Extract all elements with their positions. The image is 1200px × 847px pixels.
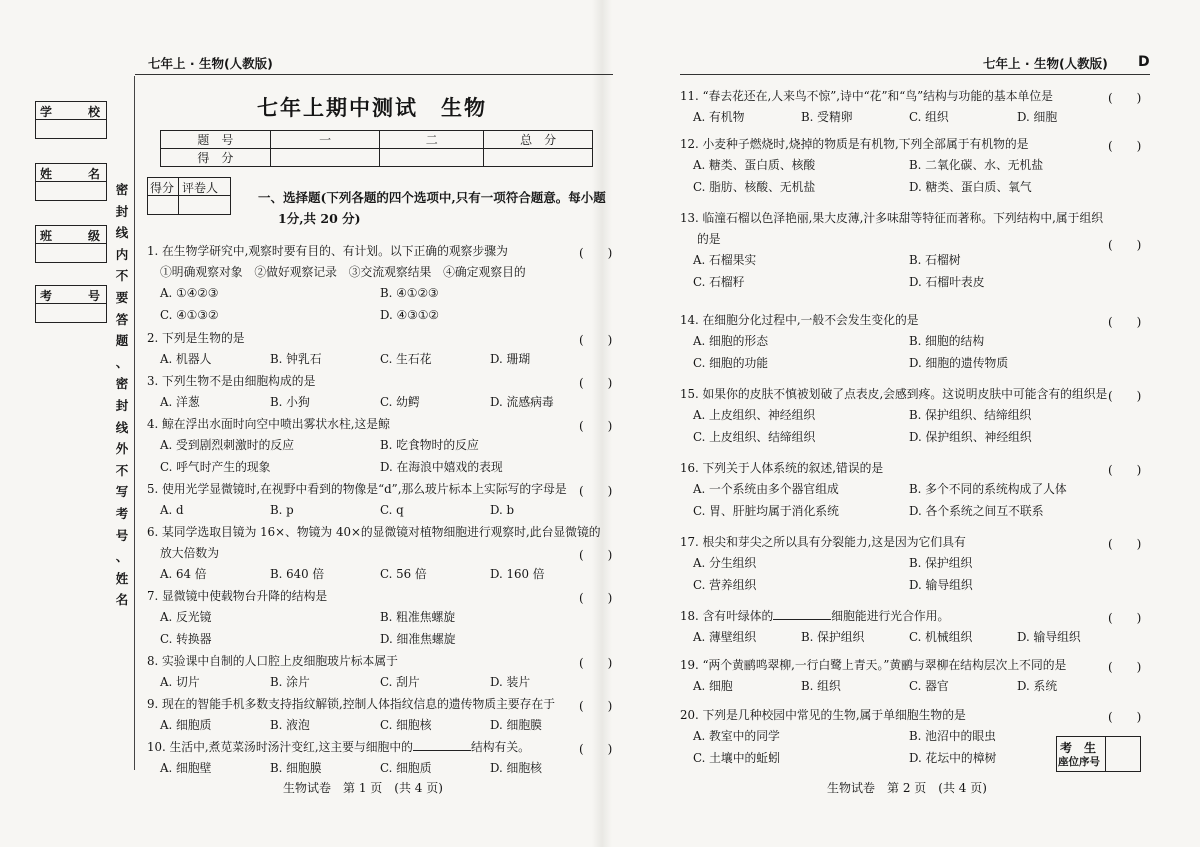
answer-option[interactable]: A. 分生组织 [693, 556, 757, 570]
question-stem-part: 10. 生活中,煮苋菜汤时汤汁变红,这主要与细胞中的 [147, 740, 413, 754]
binding-field-divider [36, 243, 106, 244]
answer-parens[interactable]: ( ) [579, 699, 613, 713]
answer-option[interactable]: A. 细胞质 [160, 718, 212, 732]
answer-option[interactable]: D. 160 倍 [490, 567, 545, 581]
seal-char: 、 [115, 549, 129, 565]
seal-char: 、 [115, 354, 129, 370]
question-stem: 7. 显微镜中使载物台升降的结构是 [147, 589, 328, 603]
answer-option[interactable]: B. 受精卵 [801, 110, 853, 124]
question-stem: 14. 在细胞分化过程中,一般不会发生变化的是 [680, 313, 919, 327]
answer-option[interactable]: D. 细胞膜 [490, 718, 542, 732]
exam-title: 七年上期中测试 生物 [257, 96, 487, 120]
seal-char: 不 [115, 462, 129, 478]
seal-char: 密 [115, 182, 129, 197]
answer-option[interactable]: B. 石榴树 [909, 253, 961, 267]
binding-field-box [35, 101, 107, 139]
question-stem-part: 细胞能进行光合作用。 [831, 609, 950, 623]
answer-option[interactable]: D. 珊瑚 [490, 352, 531, 366]
answer-option[interactable]: A. ①④②③ [160, 286, 219, 300]
score-cell-part1[interactable] [270, 149, 380, 167]
answer-option[interactable]: A. 有机物 [693, 110, 745, 124]
answer-option[interactable]: B. 吃食物时的反应 [380, 438, 479, 452]
binding-field-input[interactable] [38, 183, 104, 199]
question-stem: 1. 在生物学研究中,观察时要有目的、有计划。以下正确的观察步骤为 [147, 244, 508, 258]
answer-option[interactable]: C. 土壤中的蚯蚓 [693, 751, 780, 765]
binding-field-label-right: 校 [87, 105, 100, 119]
answer-option[interactable]: D. 保护组织、神经组织 [909, 430, 1032, 444]
question-extra-line: ①明确观察对象 ②做好观察记录 ③交流观察结果 ④确定观察目的 [160, 265, 526, 279]
answer-option[interactable]: C. 石榴籽 [693, 275, 745, 289]
answer-option[interactable]: B. 多个不同的系统构成了人体 [909, 482, 1067, 496]
answer-option[interactable]: A. d [160, 503, 184, 517]
answer-option[interactable]: D. 各个系统之间互不联系 [909, 504, 1044, 518]
seal-char: 名 [115, 592, 129, 608]
score-header-part2: 二 [380, 131, 484, 149]
answer-option[interactable]: A. 薄壁组织 [693, 630, 757, 644]
answer-option[interactable]: A. 细胞 [693, 679, 733, 693]
binding-field-input[interactable] [38, 305, 104, 321]
binding-field-divider [36, 303, 106, 304]
score-cell-total[interactable] [484, 149, 593, 167]
answer-parens[interactable]: ( ) [579, 484, 613, 498]
answer-parens[interactable]: ( ) [1108, 91, 1142, 105]
question-extra-line: 放大倍数为 [160, 546, 219, 560]
answer-parens[interactable]: ( ) [579, 333, 613, 347]
answer-option[interactable]: D. 石榴叶表皮 [909, 275, 985, 289]
answer-option[interactable]: C. 机械组织 [909, 630, 973, 644]
score-header-total: 总 分 [484, 131, 593, 149]
answer-option[interactable]: D. 输导组织 [909, 578, 973, 592]
left-header-rule [135, 74, 613, 75]
answer-option[interactable]: B. 保护组织 [801, 630, 865, 644]
question-stem-part: 结构有关。 [470, 740, 530, 754]
question-stem: 20. 下列是几种校园中常见的生物,属于单细胞生物的是 [680, 708, 966, 722]
answer-option[interactable]: D. 输导组织 [1017, 630, 1081, 644]
answer-option[interactable]: C. 56 倍 [380, 567, 427, 581]
seal-char: 要 [115, 290, 129, 305]
question-stem: 17. 根尖和芽尖之所以具有分裂能力,这是因为它们具有 [680, 535, 966, 549]
answer-option[interactable]: C. 胃、肝脏均属于消化系统 [693, 504, 839, 518]
answer-option[interactable]: C. 细胞质 [380, 761, 432, 775]
question-stem [147, 740, 530, 754]
answer-parens[interactable]: ( ) [579, 246, 613, 260]
answer-option[interactable]: B. 640 倍 [270, 567, 325, 581]
seat-label-line1: 考 生 [1060, 741, 1097, 755]
seal-char: 不 [115, 268, 129, 284]
answer-option[interactable]: D. 流感病毒 [490, 395, 554, 409]
question-stem: 9. 现在的智能手机多数支持指纹解锁,控制人体指纹信息的遗传物质主要存在于 [147, 697, 556, 711]
binding-field-input[interactable] [38, 121, 104, 137]
answer-parens[interactable]: ( ) [579, 548, 613, 562]
answer-option[interactable]: C. q [380, 503, 404, 517]
answer-option[interactable]: C. 转换器 [160, 632, 212, 646]
answer-option[interactable]: C. ④①③② [160, 308, 219, 322]
seal-char: 密 [115, 376, 129, 392]
answer-parens[interactable]: ( ) [1108, 389, 1142, 403]
binding-line [134, 76, 135, 770]
left-header-title: 七年上 · 生物(人教版) [148, 56, 273, 71]
seal-char: 姓 [115, 570, 129, 586]
seat-box-divider [1105, 737, 1106, 771]
right-header-title: 七年上 · 生物(人教版) [983, 56, 1108, 71]
answer-option[interactable]: A. 受到剧烈刺激时的反应 [160, 438, 294, 452]
answer-option[interactable]: A. 上皮组织、神经组织 [693, 408, 816, 422]
question-stem: 4. 鲸在浮出水面时向空中喷出雾状水柱,这是鲸 [147, 417, 390, 431]
answer-option[interactable]: D. 细胞核 [490, 761, 542, 775]
answer-option[interactable]: C. 呼气时产生的现象 [160, 460, 271, 474]
question-stem: 6. 某同学选取目镜为 16×、物镜为 40×的显微镜对植物细胞进行观察时,此台显微镜的 [147, 525, 601, 539]
answer-option[interactable]: B. p [270, 503, 294, 517]
answer-parens[interactable]: ( ) [1108, 611, 1142, 625]
question-stem: 2. 下列是生物的是 [147, 331, 245, 345]
answer-option[interactable]: A. 糖类、蛋白质、核酸 [693, 158, 816, 172]
section-instruction-line1: 一、选择题(下列各题的四个选项中,只有一项符合题意。每小题 [258, 190, 606, 205]
question-stem: 15. 如果你的皮肤不慎被划破了点表皮,会感到疼。这说明皮肤中可能含有的组织是 [680, 387, 1108, 401]
binding-field-label-left: 考 [40, 289, 53, 303]
answer-option[interactable]: C. 上皮组织、结缔组织 [693, 430, 816, 444]
seal-char: 号 [115, 527, 129, 543]
question-stem: 12. 小麦种子燃烧时,烧掉的物质是有机物,下列全部属于有机物的是 [680, 137, 1029, 151]
answer-option[interactable]: D. ④③①② [380, 308, 439, 322]
score-cell-part2[interactable] [380, 149, 484, 167]
answer-option[interactable]: D. 装片 [490, 675, 531, 689]
answer-option[interactable]: A. 机器人 [160, 352, 212, 366]
answer-option[interactable]: C. 细胞核 [380, 718, 432, 732]
binding-field-label-left: 姓 [40, 167, 53, 181]
question-stem-part: 18. 含有叶绿体的 [680, 609, 774, 623]
answer-option[interactable]: A. 切片 [160, 675, 200, 689]
answer-parens[interactable]: ( ) [579, 376, 613, 390]
binding-field-label-left: 班 [40, 229, 53, 243]
answer-parens[interactable]: ( ) [579, 591, 613, 605]
question-stem: 19. “两个黄鹂鸣翠柳,一行白鹭上青天。”黄鹂与翠柳在结构层次上不同的是 [680, 658, 1067, 672]
answer-parens[interactable]: ( ) [1108, 660, 1142, 674]
answer-option[interactable]: B. 细胞的结构 [909, 334, 985, 348]
answer-option[interactable]: C. 刮片 [380, 675, 420, 689]
binding-field-label-right: 级 [87, 229, 100, 243]
answer-option[interactable]: B. 钟乳石 [270, 352, 322, 366]
binding-field-label-left: 学 [40, 105, 53, 119]
answer-option[interactable]: A. 反光镜 [160, 610, 212, 624]
answer-option[interactable]: C. 营养组织 [693, 578, 757, 592]
answer-option[interactable]: D. 细准焦螺旋 [380, 632, 456, 646]
seal-char: 线 [115, 225, 129, 241]
binding-field-input[interactable] [38, 245, 104, 261]
answer-parens[interactable]: ( ) [1108, 315, 1142, 329]
binding-field-box [35, 285, 107, 323]
answer-option[interactable]: C. 幼鳄 [380, 395, 420, 409]
answer-option[interactable]: C. 生石花 [380, 352, 432, 366]
answer-option[interactable]: B. ④①②③ [380, 286, 439, 300]
seal-char: 答 [115, 311, 129, 327]
question-stem: 8. 实验课中自制的人口腔上皮细胞玻片标本属于 [147, 654, 398, 668]
left-page-footer: 生物试卷 第 1 页 (共 4 页) [283, 781, 443, 795]
answer-option[interactable]: D. 花坛中的樟树 [909, 751, 997, 765]
section-instruction-line2: 1分,共 20 分) [278, 211, 361, 226]
right-page-footer: 生物试卷 第 2 页 (共 4 页) [827, 781, 987, 795]
question-stem: 13. 临潼石榴以色泽艳丽,果大皮薄,汁多味甜等特征而著称。下列结构中,属于组织 [680, 211, 1104, 225]
answer-option[interactable]: C. 脂肪、核酸、无机盐 [693, 180, 816, 194]
answer-option[interactable]: B. 保护组织、结缔组织 [909, 408, 1032, 422]
seal-char: 封 [115, 398, 129, 413]
answer-option[interactable]: C. 器官 [909, 679, 949, 693]
answer-option[interactable]: B. 保护组织 [909, 556, 973, 570]
binding-field-label-right: 号 [87, 289, 100, 303]
grader-score-label: 得分 [150, 181, 175, 195]
seal-char: 封 [115, 203, 129, 219]
answer-parens[interactable]: ( ) [1108, 238, 1142, 252]
answer-option[interactable]: A. 教室中的同学 [693, 729, 780, 743]
score-row-label: 得 分 [161, 149, 271, 167]
answer-option[interactable]: D. b [490, 503, 515, 517]
seal-char: 题 [115, 333, 129, 349]
score-table [160, 130, 593, 167]
answer-option[interactable]: B. 池沼中的眼虫 [909, 729, 996, 743]
answer-parens[interactable]: ( ) [579, 742, 613, 756]
answer-parens[interactable]: ( ) [579, 419, 613, 433]
grader-box-split [178, 178, 179, 214]
answer-option[interactable]: D. 细胞的遗传物质 [909, 356, 1009, 370]
answer-option[interactable]: B. 组织 [801, 679, 841, 693]
answer-option[interactable]: B. 小狗 [270, 395, 310, 409]
answer-option[interactable]: D. 系统 [1017, 679, 1058, 693]
question-stem: 11. “春去花还在,人来鸟不惊”,诗中“花”和“鸟”结构与功能的基本单位是 [680, 89, 1053, 103]
answer-option[interactable]: D. 细胞 [1017, 110, 1058, 124]
score-header-item: 题 号 [161, 131, 271, 149]
answer-parens[interactable]: ( ) [1108, 710, 1142, 724]
answer-option[interactable]: A. 一个系统由多个器官组成 [693, 482, 839, 496]
seal-char: 内 [115, 246, 129, 262]
answer-option[interactable]: A. 细胞的形态 [693, 334, 769, 348]
seal-char: 写 [115, 484, 129, 500]
seal-char: 外 [115, 441, 129, 457]
answer-option[interactable]: C. 组织 [909, 110, 949, 124]
answer-option[interactable]: C. 细胞的功能 [693, 356, 769, 370]
question-stem: 16. 下列关于人体系统的叙述,错误的是 [680, 461, 884, 475]
answer-option[interactable]: A. 石榴果实 [693, 253, 757, 267]
seal-char: 线 [115, 419, 129, 435]
binding-field-label-right: 名 [87, 167, 100, 181]
question-stem: 5. 使用光学显微镜时,在视野中看到的物像是“d”,那么玻片标本上实际写的字母是 [147, 482, 567, 496]
answer-option[interactable]: A. 64 倍 [160, 567, 207, 581]
question-stem: 3. 下列生物不是由细胞构成的是 [147, 374, 316, 388]
fill-in-blank[interactable] [773, 609, 831, 620]
seat-number-box [1056, 736, 1141, 772]
answer-option[interactable]: B. 粗准焦螺旋 [380, 610, 456, 624]
binding-field-box [35, 225, 107, 263]
answer-option[interactable]: B. 液泡 [270, 718, 310, 732]
answer-option[interactable]: D. 糖类、蛋白质、氧气 [909, 180, 1032, 194]
fill-in-blank[interactable] [413, 740, 471, 751]
answer-option[interactable]: B. 涂片 [270, 675, 310, 689]
grader-box [147, 177, 231, 215]
binding-field-divider [36, 119, 106, 120]
answer-option[interactable]: D. 在海浪中嬉戏的表现 [380, 460, 503, 474]
answer-parens[interactable]: ( ) [1108, 139, 1142, 153]
seat-label-line2: 座位序号 [1058, 756, 1100, 768]
question-extra-line: 的是 [697, 232, 721, 246]
answer-option[interactable]: B. 二氧化碳、水、无机盐 [909, 158, 1044, 172]
right-header-rule [680, 74, 1150, 75]
answer-option[interactable]: A. 细胞壁 [160, 761, 212, 775]
grader-name-label: 评卷人 [182, 181, 219, 195]
binding-field-divider [36, 181, 106, 182]
question-stem [680, 609, 949, 623]
answer-option[interactable]: A. 洋葱 [160, 395, 200, 409]
version-letter: D [1138, 54, 1150, 70]
score-header-part1: 一 [270, 131, 380, 149]
seal-char: 考 [115, 506, 129, 521]
answer-parens[interactable]: ( ) [1108, 537, 1142, 551]
answer-parens[interactable]: ( ) [579, 656, 613, 670]
answer-parens[interactable]: ( ) [1108, 463, 1142, 477]
answer-option[interactable]: B. 细胞膜 [270, 761, 322, 775]
binding-field-box [35, 163, 107, 201]
